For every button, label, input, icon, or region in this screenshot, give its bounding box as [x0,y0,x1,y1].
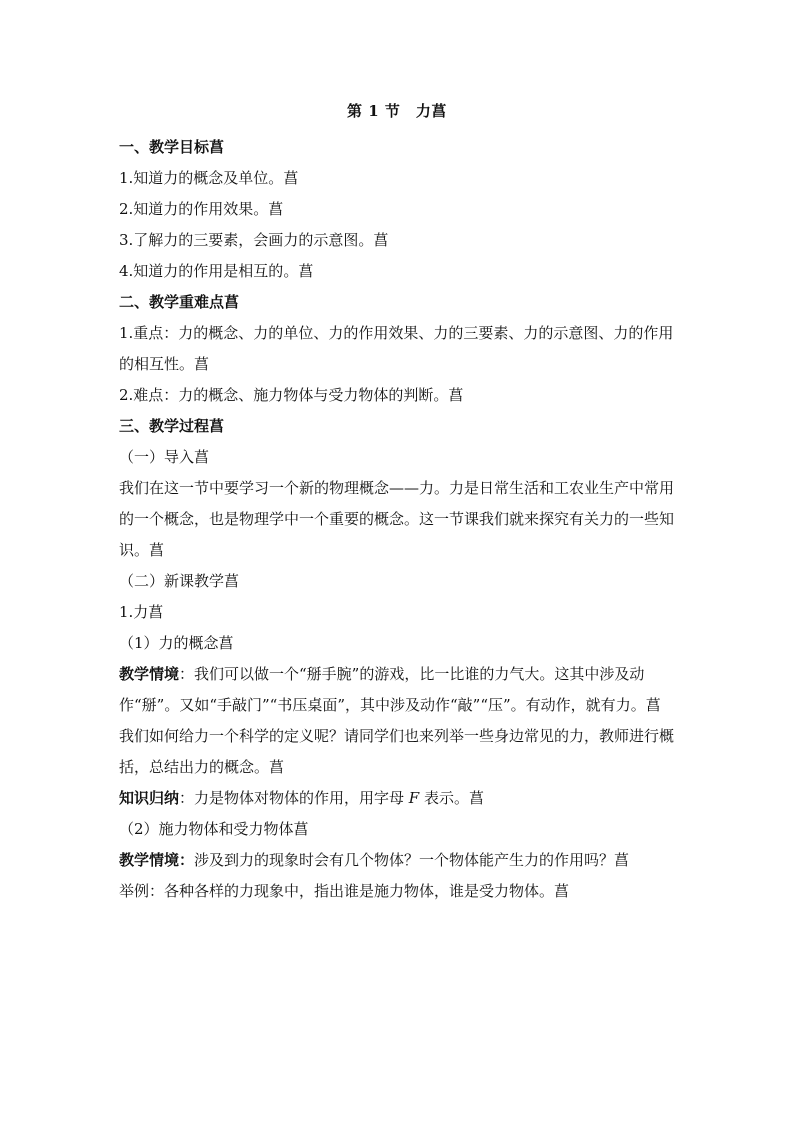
summary-paragraph [119,783,679,814]
section-heading-keypoints: 二、教学重难点菖 [119,293,240,311]
topic-heading-objects: （2）施力物体和受力物体菖 [119,820,309,838]
example-paragraph: 举例：各种各样的力现象中，指出谁是施力物体，谁是受力物体。菖 [119,882,570,900]
subsection-heading-new-lesson: （二）新课教学菖 [119,572,240,590]
scenario-paragraph-2 [119,845,679,876]
page-title: 第 1 节 力菖 [347,102,447,120]
summary-label: 知识归纳 [119,789,180,807]
force-symbol: F [408,789,420,807]
scenario-label: 教学情境 [119,665,180,683]
goal-item: 1.知道力的概念及单位。菖 [119,169,299,187]
intro-paragraph: 我们在这一节中要学习一个新的物理概念——力。力是日常生活和工农业生产中常用的一个概念，也是物理学中一个重要的概念。这一节课我们就来探究有关力的一些知识。菖 [119,479,675,559]
section-heading-goals: 一、教学目标菖 [119,138,225,156]
summary-text-before: ：力是物体对物体的作用，用字母 [179,789,409,807]
section-heading-process: 三、教学过程菖 [119,417,225,435]
goal-item: 3.了解力的三要素，会画力的示意图。菖 [119,231,389,249]
goal-item: 2.知道力的作用效果。菖 [119,200,284,218]
scenario-label: 教学情境： [119,851,195,869]
topic-heading-force: 1.力菖 [119,603,164,621]
scenario-paragraph-1 [119,659,679,721]
summary-text-after: 表示。菖 [419,789,484,807]
topic-heading-concept: （1）力的概念菖 [119,634,234,652]
scenario-text: ：我们可以做一个“掰手腕”的游戏，比一比谁的力气大。这其中涉及动作“掰”。又如“手敲门”“书压桌面”，其中涉及动作“敲”“压”。有动作，就有力。菖 [119,665,661,714]
keypoint-item: 1.重点：力的概念、力的单位、力的作用效果、力的三要素、力的示意图、力的作用的相互性。菖 [119,324,674,373]
goal-item: 4.知道力的作用是相互的。菖 [119,262,314,280]
subsection-heading-intro: （一）导入菖 [119,448,210,466]
scenario-text: 涉及到力的现象时会有几个物体？一个物体能产生力的作用吗？菖 [194,851,630,869]
question-paragraph: 我们如何给力一个科学的定义呢？请同学们也来列举一些身边常见的力，教师进行概括，总结出力的概念。菖 [119,727,675,776]
document-body [119,132,679,907]
keypoint-item: 2.难点：力的概念、施力物体与受力物体的判断。菖 [119,386,464,404]
